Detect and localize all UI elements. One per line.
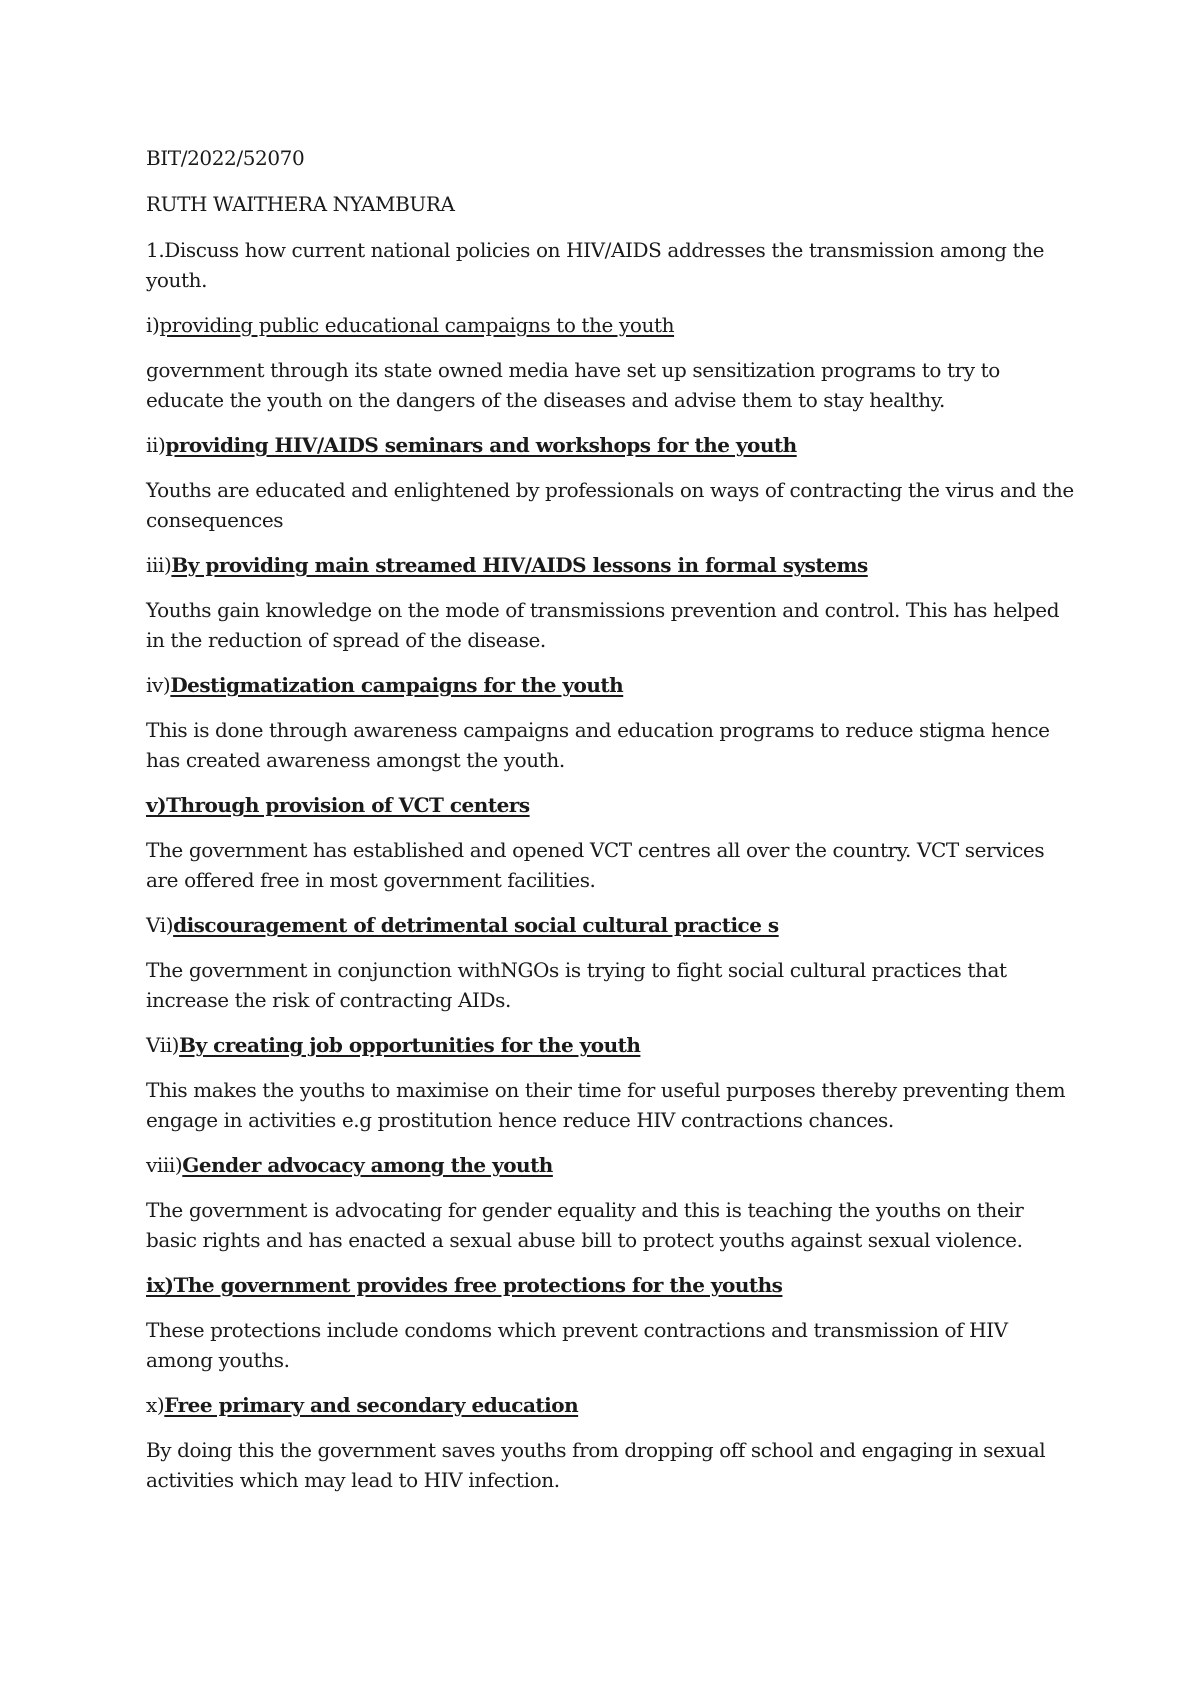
- point-title: Free primary and secondary education: [164, 1393, 579, 1417]
- point-body: This makes the youths to maximise on their time for useful purposes thereby preventing them engage in activities e.g prostitution hence reduce HIV contractions chances.: [146, 1078, 1066, 1132]
- point-prefix: viii): [146, 1153, 183, 1177]
- document-page: [146, 143, 1076, 1510]
- point-body: This is done through awareness campaigns and education programs to reduce stigma hence has created awareness amongst the youth.: [146, 718, 1050, 772]
- point-title: providing HIV/AIDS seminars and workshops for the youth: [165, 433, 797, 457]
- point-prefix: iv): [146, 673, 171, 697]
- point-title: By providing main streamed HIV/AIDS lessons in formal systems: [171, 553, 868, 577]
- point-title: By creating job opportunities for the youth: [179, 1033, 641, 1057]
- point-body: The government is advocating for gender equality and this is teaching the youths on their basic rights and has enacted a sexual abuse bill to protect youths against sexual violence.: [146, 1198, 1024, 1252]
- point-prefix: iii): [146, 553, 172, 577]
- point-heading: [146, 550, 1076, 580]
- point-title: discouragement of detrimental social cultural practice s: [173, 913, 779, 937]
- point-body: These protections include condoms which prevent contractions and transmission of HIV among youths.: [146, 1318, 1008, 1372]
- point-body: The government in conjunction withNGOs is trying to fight social cultural practices that increase the risk of contracting AIDs.: [146, 958, 1007, 1012]
- point-body: Youths gain knowledge on the mode of transmissions prevention and control. This has helped in the reduction of spread of the disease.: [146, 598, 1060, 652]
- point-body: By doing this the government saves youths from dropping off school and engaging in sexual activities which may lead to HIV infection.: [146, 1438, 1046, 1492]
- point-heading: [146, 1150, 1076, 1180]
- point-body: The government has established and opened VCT centres all over the country. VCT services are offered free in most government facilities.: [146, 838, 1045, 892]
- point-title: Gender advocacy among the youth: [182, 1153, 553, 1177]
- point-heading: [146, 1030, 1076, 1060]
- point-title: ix)The government provides free protections for the youths: [146, 1273, 783, 1297]
- point-heading: [146, 790, 1076, 820]
- point-heading: [146, 430, 1076, 460]
- point-body: government through its state owned media have set up sensitization programs to try to educate the youth on the dangers of the diseases and advise them to stay healthy.: [146, 358, 1000, 412]
- point-prefix: i): [146, 313, 160, 337]
- point-title: v)Through provision of VCT centers: [146, 793, 530, 817]
- point-heading: [146, 1390, 1076, 1420]
- point-prefix: x): [146, 1393, 165, 1417]
- point-heading: [146, 310, 1076, 340]
- point-prefix: Vii): [146, 1033, 180, 1057]
- point-heading: [146, 1270, 1076, 1300]
- point-body: Youths are educated and enlightened by professionals on ways of contracting the virus and the consequences: [146, 478, 1074, 532]
- student-id: BIT/2022/52070: [146, 146, 305, 170]
- point-heading: [146, 910, 1076, 940]
- student-name: RUTH WAITHERA NYAMBURA: [146, 192, 455, 216]
- point-prefix: Vi): [146, 913, 174, 937]
- point-title: Destigmatization campaigns for the youth: [170, 673, 624, 697]
- point-title: providing public educational campaigns to the youth: [159, 313, 675, 337]
- point-heading: [146, 670, 1076, 700]
- question-text: 1.Discuss how current national policies on HIV/AIDS addresses the transmission among the youth.: [146, 238, 1045, 292]
- point-prefix: ii): [146, 433, 166, 457]
